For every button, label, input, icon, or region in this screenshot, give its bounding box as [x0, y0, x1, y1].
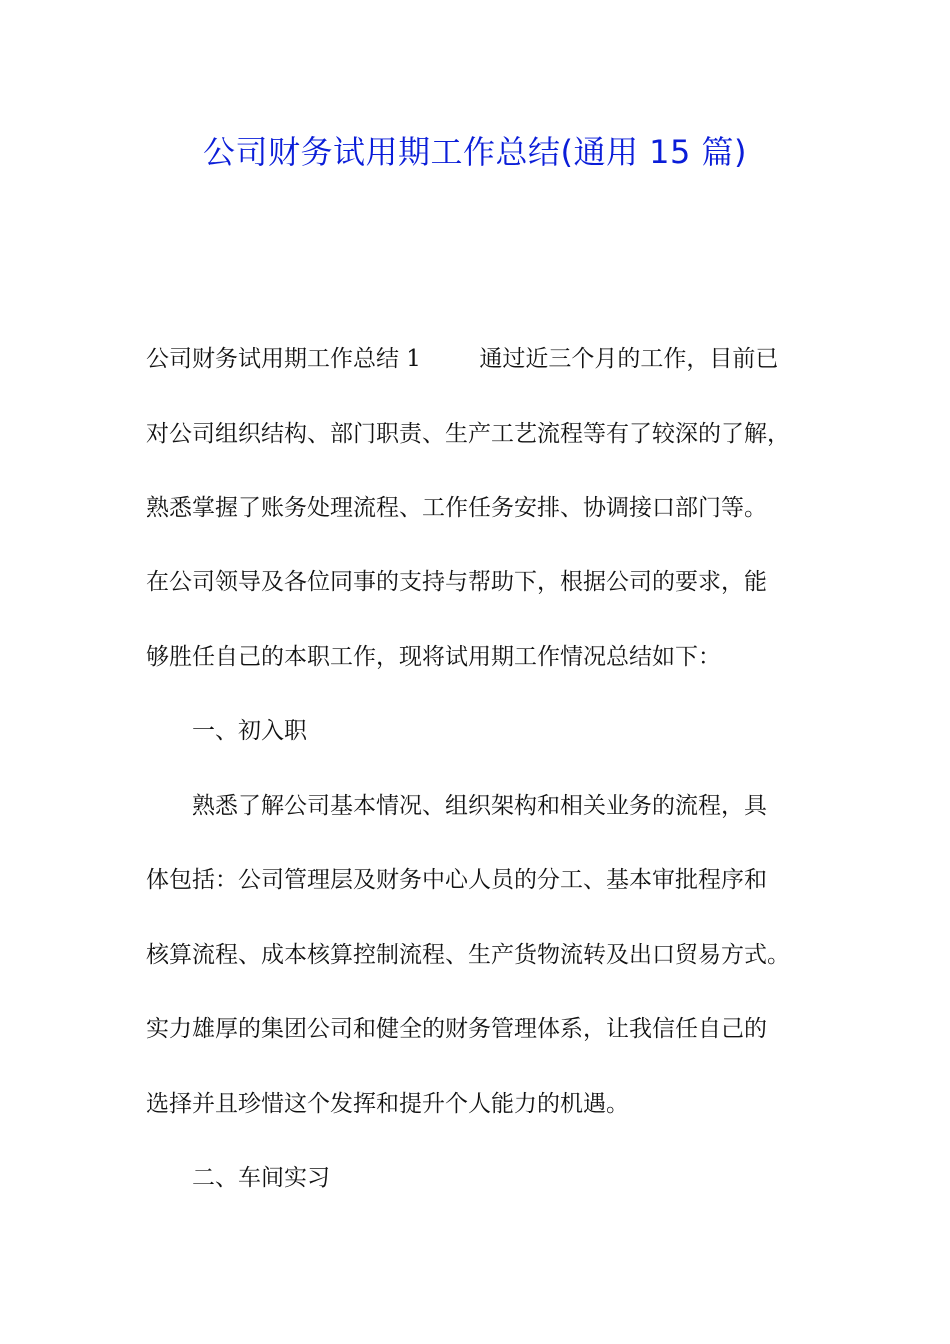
paragraph-line: 对公司组织结构、部门职责、生产工艺流程等有了较深的了解， — [146, 421, 790, 447]
paragraph-line: 核算流程、成本核算控制流程、生产货物流转及出口贸易方式。 — [146, 942, 790, 968]
paragraph-line: 公司财务试用期工作总结 1 通过近三个月的工作，目前已 — [146, 346, 779, 372]
paragraph-line: 选择并且珍惜这个发挥和提升个人能力的机遇。 — [146, 1091, 629, 1117]
paragraph-line: 够胜任自己的本职工作，现将试用期工作情况总结如下： — [146, 644, 721, 670]
paragraph-line: 熟悉掌握了账务处理流程、工作任务安排、协调接口部门等。 — [146, 495, 767, 521]
section-heading: 一、初入职 — [192, 718, 307, 744]
paragraph-line: 熟悉了解公司基本情况、组织架构和相关业务的流程，具 — [192, 793, 767, 819]
paragraph-line: 在公司领导及各位同事的支持与帮助下，根据公司的要求，能 — [146, 569, 767, 595]
paragraph-line: 体包括：公司管理层及财务中心人员的分工、基本审批程序和 — [146, 867, 767, 893]
section-heading: 二、车间实习 — [192, 1165, 330, 1191]
document-title: 公司财务试用期工作总结(通用 15 篇) — [202, 133, 748, 171]
paragraph-line: 实力雄厚的集团公司和健全的财务管理体系，让我信任自己的 — [146, 1016, 767, 1042]
